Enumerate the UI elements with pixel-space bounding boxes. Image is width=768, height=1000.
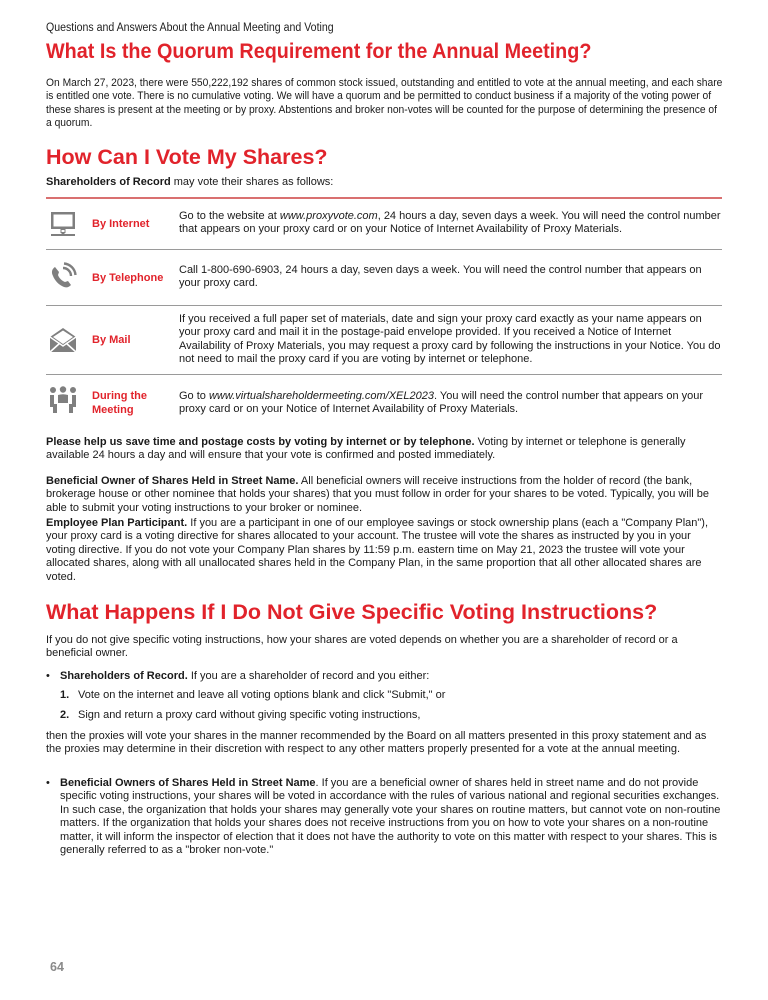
numbered-item: 2. Sign and return a proxy card without giving specific voting instructions, (60, 709, 421, 721)
method-label: By Internet (92, 218, 150, 230)
then-paragraph: then the proxies will vote your shares in the manner recommended by the Board on all matters presented in this proxy statement and as the proxies may determine in their discretion with respect to any other matters properly presented for a vote at the annual meeting. (46, 730, 707, 756)
running-head: Questions and Answers About the Annual Meeting and Voting (46, 22, 334, 34)
envelope-icon (49, 326, 77, 354)
proxyvote-link[interactable]: www.proxyvote.com (279, 210, 378, 222)
vote-intro-text: may vote their shares as follows: (170, 176, 334, 188)
method-label: During the Meeting (92, 390, 147, 416)
numbered-item: 1. Vote on the internet and leave all voting options blank and click "Submit," or (60, 689, 446, 701)
virtual-meeting-link[interactable]: www.virtualshareholdermeeting.com/XEL2023 (208, 390, 434, 402)
bullet-beneficial-owners: • Beneficial Owners of Shares Held in Street Name. If you are a beneficial owner of shares held in street name and do not provide specific voting instructions, your shares will be voted in accordance with the rules of various national and regional securities exchanges. In such case, the organization that holds your shares may generally vote your shares on routine matters, but cannot vote on non-routine matters. If the organization that holds your shares does not receive instructions from you on how to vote your shares on a non-routine matter, it will inform the inspector of election that it does not have the authority to vote on this matter with respect to your shares. This is generally referred to as a "broker non-vote." (46, 777, 721, 857)
beneficial-owner-paragraph: Beneficial Owner of Shares Held in Street Name. All beneficial owners will receive instructions from the holder of record (the bank, brokerage house or other nominee that holds your shares) that you must follow in order for your shares to be voted. Typically, you will be able to submit your voting instructions to your broker or nominee. (46, 475, 709, 514)
bullet-glyph: • (46, 777, 50, 789)
method-text: Call 1-800-690-6903, 24 hours a day, seven days a week. You will need the control number that appears on your proxy card. (179, 264, 702, 290)
method-during-meeting (46, 375, 722, 420)
vote-intro-bold: Shareholders of Record (46, 176, 171, 188)
quorum-heading: What Is the Quorum Requirement for the Annual Meeting? (46, 39, 592, 63)
bullet-glyph: • (46, 670, 50, 682)
method-label: By Telephone (92, 272, 164, 284)
method-label: By Mail (92, 334, 131, 346)
instructions-intro: If you do not give specific voting instructions, how your shares are voted depends on whether you are a shareholder of record or a beneficial owner. (46, 634, 678, 660)
method-text: If you received a full paper set of materials, date and sign your proxy card exactly as your name appears on your proxy card and mail it in the postage-paid envelope provided. If you received a Notice of Internet Availability of Proxy Materials, you may request a proxy card by following the instructions in your Notice. You do not need to mail the proxy card if you are voting by internet or telephone. (179, 313, 721, 366)
page-number: 64 (50, 960, 64, 974)
save-time-paragraph: Please help us save time and postage costs by voting by internet or by telephone. Voting by internet or telephone is generally available 24 hours a day and will ensure that your vote is confirmed and posted immediately. (46, 436, 686, 462)
vote-intro (46, 176, 722, 189)
instructions-heading: What Happens If I Do Not Give Specific Voting Instructions? (46, 600, 658, 624)
method-text: Go to the website at www.proxyvote.com, 24 hours a day, seven days a week. You will need the control number that appears on your proxy card or on your Notice of Internet Availability of Proxy Materials. (179, 210, 721, 236)
method-telephone (46, 250, 722, 305)
method-mail (46, 306, 722, 374)
bullet-shareholders-of-record: • Shareholders of Record. If you are a shareholder of record and you either: (46, 670, 430, 682)
telephone-icon (49, 262, 77, 290)
method-text: Go to www.virtualshareholdermeeting.com/XEL2023. You will need the control number that appears on your proxy card or on your Notice of Internet Availability of Proxy Materials. (179, 390, 704, 416)
quorum-paragraph: On March 27, 2023, there were 550,222,192 shares of common stock issued, outstanding and entitled to vote at the annual meeting, and each share is entitled one vote. There is no cumulative voting. We will have a quorum and be permitted to conduct business if a majority of the voting power of these shares is present at the meeting or by proxy. Abstentions and broker non-votes will be counted for the purpose of determining the presence of a quorum. (46, 77, 723, 130)
employee-plan-paragraph: Employee Plan Participant. If you are a participant in one of our employee savings or stock ownership plans (each a "Company Plan"), your proxy card is a voting directive for shares allocated to your account. The trustee will vote the shares as instructed by you in your voting directive. If you do not vote your Company Plan shares by 11:59 p.m. eastern time on May 21, 2023 the trustee will vote your allocated shares, along with all unallocated shares held in the Company Plan, in the same proportion that all other allocated shares are voted. (46, 517, 709, 583)
computer-monitor-icon (49, 210, 77, 238)
vote-heading: How Can I Vote My Shares? (46, 145, 328, 169)
meeting-people-icon (49, 386, 77, 414)
method-internet (46, 199, 722, 249)
